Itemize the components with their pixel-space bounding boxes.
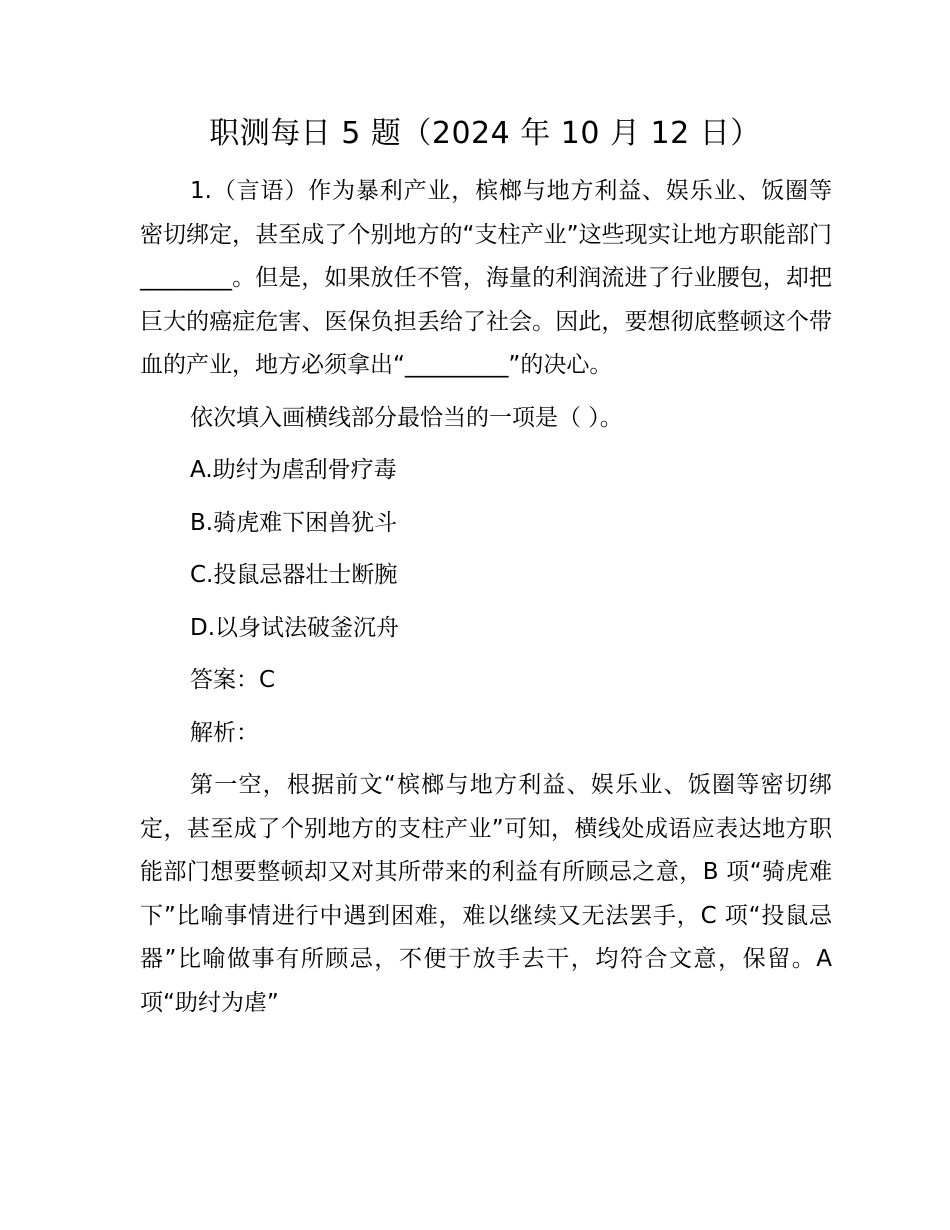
question-block: [140, 170, 832, 1025]
question-prompt: 依次填入画横线部分最恰当的一项是（ ）。: [190, 404, 623, 431]
analysis-label: 解析：: [190, 719, 259, 746]
option-c: C.投鼠忌器壮士断腕: [190, 562, 398, 588]
analysis-text: 第一空，根据前文“槟榔与地方利益、娱乐业、饭圈等密切绑定，甚至成了个别地方的支柱产业”可知，横线处成语应表达地方职能部门想要整顿却又对其所带来的利益有所顾忌之意，B 项“骑虎难下”比喻事情进行中遇到困难，难以继续又无法罢手，C 项“投鼠忌器”比喻做事有所顾忌，不便于放手去干，均符合文意，保留。A 项“助纣为虐”: [140, 772, 832, 1016]
page-title: 职测每日 5 题（2024 年 10 月 12 日）: [209, 116, 761, 151]
option-d: D.以身试法破釜沉舟: [190, 614, 400, 641]
option-b: B.骑虎难下困兽犹斗: [190, 509, 398, 536]
option-a: A.助纣为虐刮骨疗毒: [190, 457, 397, 483]
answer-line: 答案：C: [190, 667, 276, 693]
question-stem: 1.（言语）作为暴利产业，槟榔与地方利益、娱乐业、饭圈等密切绑定，甚至成了个别地方的“支柱产业”这些现实让地方职能部门________。但是，如果放任不管，海量的利润流进了行业腰包，却把巨大的癌症危害、医保负担丢给了社会。因此，要想彻底整顿这个带血的产业，地方必须拿出“_________”的决心。: [140, 178, 832, 378]
